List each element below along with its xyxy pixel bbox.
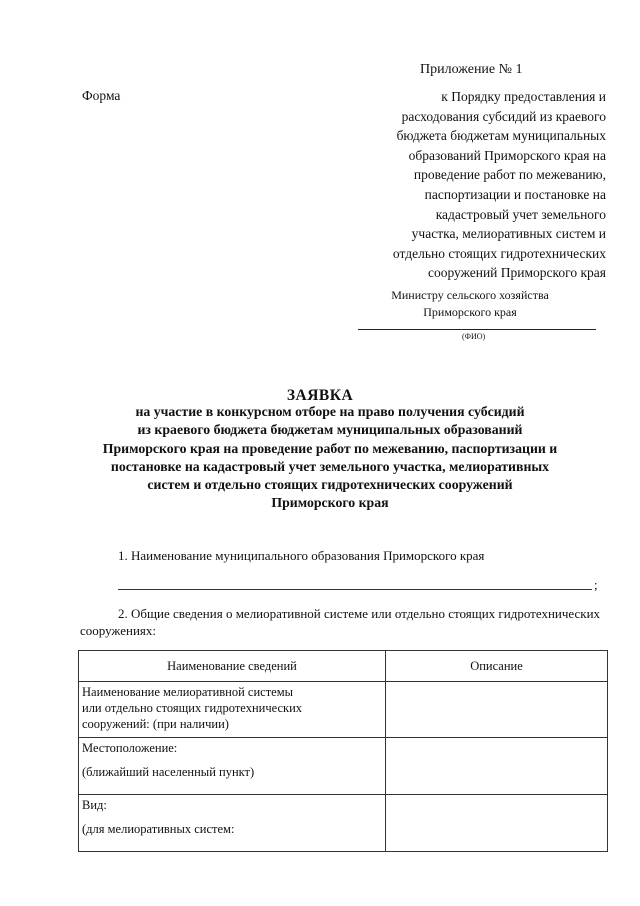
row-label-line: Наименование мелиоративной системы xyxy=(82,685,294,699)
row-label-line: (ближайший населенный пункт) xyxy=(82,765,255,779)
municipality-fill-line[interactable] xyxy=(118,589,592,590)
subtitle-line: систем и отдельно стоящих гидротехнических сооружений xyxy=(147,477,513,493)
row-label-cell xyxy=(79,795,386,852)
row-label-line: Вид: xyxy=(82,798,107,812)
subtitle-line: из краевого бюджета бюджетам муниципальных образований xyxy=(137,422,523,438)
application-subtitle xyxy=(70,403,590,513)
subtitle-line: Приморского края xyxy=(271,495,389,511)
fio-signature-line xyxy=(358,329,596,330)
appendix-title: Приложение № 1 xyxy=(420,62,523,77)
row-label-cell xyxy=(79,682,386,738)
appendix-line: сооружений Приморского края xyxy=(427,265,606,281)
appendix-reference xyxy=(328,87,606,283)
header-cell-description: Описание xyxy=(386,651,608,682)
info-table xyxy=(78,650,608,852)
subtitle-line: постановке на кадастровый учет земельного участка, мелиоративных xyxy=(110,458,550,474)
appendix-line: кадастровый учет земельного xyxy=(435,206,606,222)
appendix-line: отдельно стоящих гидротехнических xyxy=(392,245,606,261)
table-row xyxy=(79,738,608,795)
appendix-line: образований Приморского края на xyxy=(408,147,606,163)
row-label-cell xyxy=(79,738,386,795)
addressee-line: Приморского края xyxy=(423,304,517,319)
appendix-line: расходования субсидий из краевого xyxy=(401,108,606,124)
semicolon: ; xyxy=(594,577,598,592)
addressee-line: Министру сельского хозяйства xyxy=(391,288,549,302)
subtitle-line: на участие в конкурсном отборе на право получения субсидий xyxy=(135,404,525,419)
item-2-general-info: 2. Общие сведения о мелиоративной системе или отдельно стоящих гидротехнических сооружениях: xyxy=(80,606,601,638)
row-description-cell[interactable] xyxy=(386,795,608,852)
application-title: ЗАЯВКА xyxy=(286,387,354,404)
row-label-line: сооружений: (при наличии) xyxy=(82,717,229,731)
table-row xyxy=(79,682,608,738)
appendix-line: проведение работ по межеванию, xyxy=(413,167,606,183)
subtitle-line: Приморского края на проведение работ по межеванию, паспортизации и xyxy=(102,440,558,456)
appendix-line: участка, мелиоративных систем и xyxy=(411,226,606,242)
fio-caption: (ФИО) xyxy=(462,332,486,341)
row-label-line: Местоположение: xyxy=(82,741,178,755)
row-description-cell[interactable] xyxy=(386,682,608,738)
appendix-line: паспортизации и постановке на xyxy=(424,186,606,202)
item-1-municipality: 1. Наименование муниципального образования Приморского края xyxy=(118,548,485,563)
table-header-row xyxy=(79,651,608,682)
row-label-line: или отдельно стоящих гидротехнических xyxy=(82,701,303,715)
addressee xyxy=(360,287,580,320)
table-row xyxy=(79,795,608,852)
row-label-line: (для мелиоративных систем: xyxy=(82,822,235,836)
appendix-line: бюджета бюджетам муниципальных xyxy=(396,128,606,144)
row-description-cell[interactable] xyxy=(386,738,608,795)
header-cell-name: Наименование сведений xyxy=(79,651,386,682)
form-label: Форма xyxy=(82,88,121,103)
appendix-line: к Порядку предоставления и xyxy=(441,89,606,104)
